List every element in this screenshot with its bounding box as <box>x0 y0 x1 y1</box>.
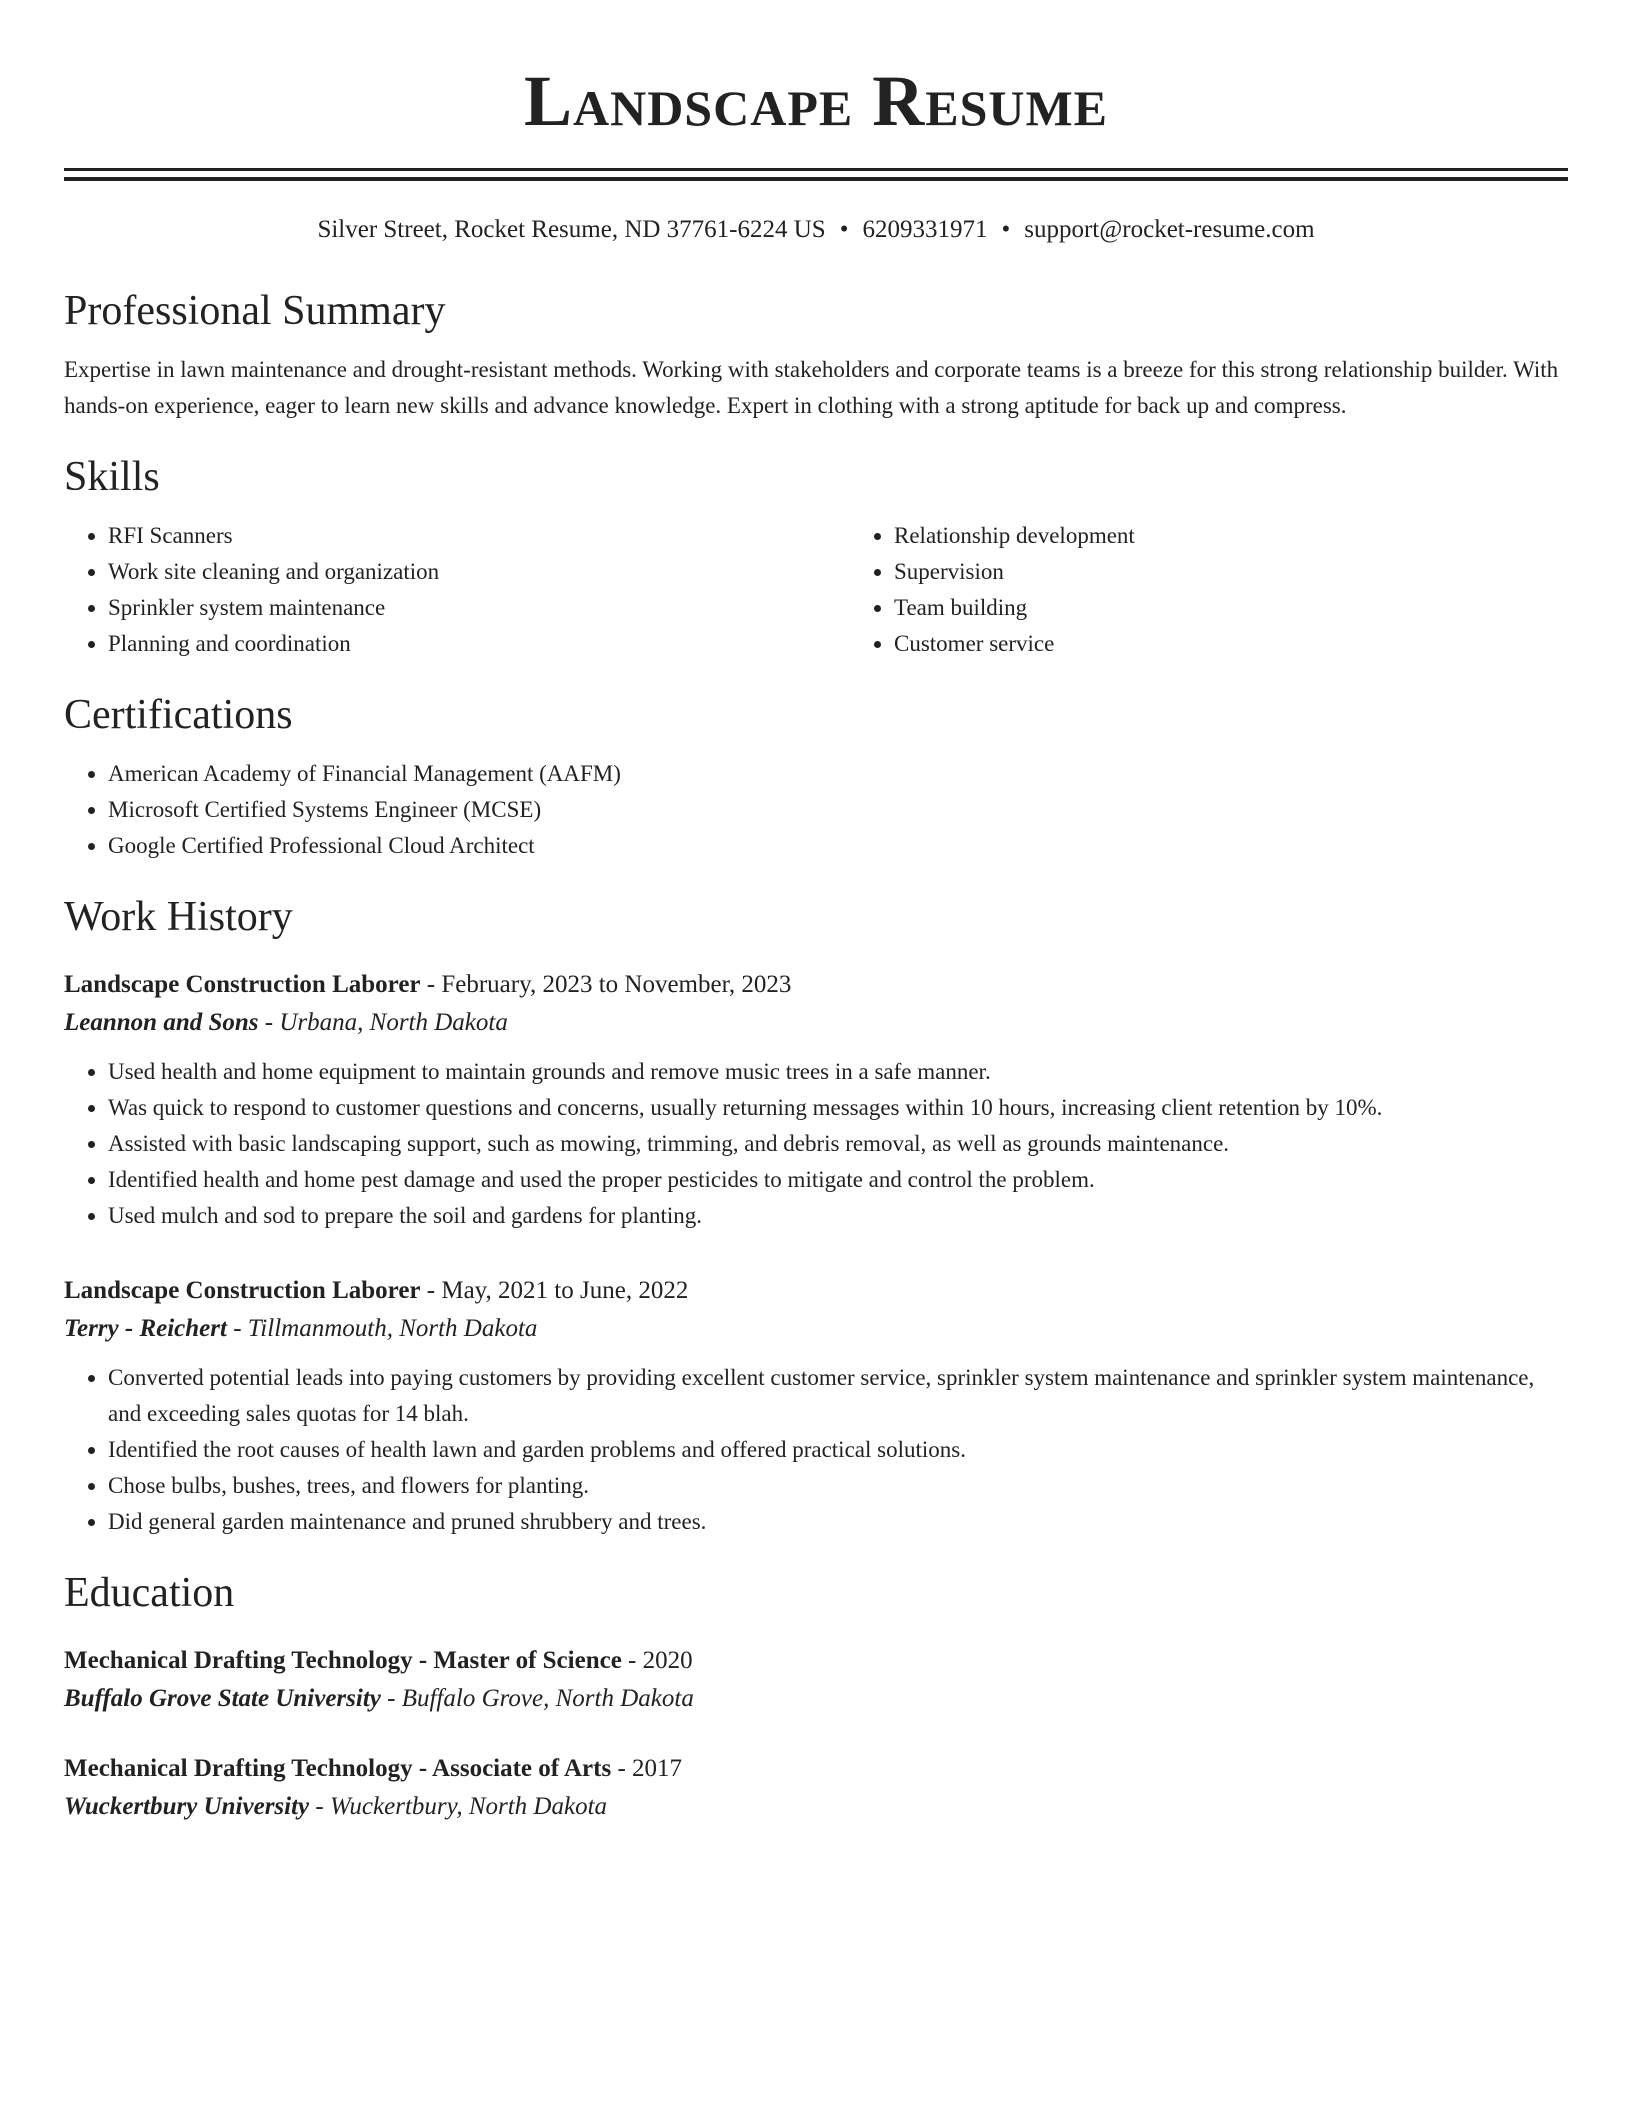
certification-item: • Microsoft Certified Systems Engineer (MCSE) <box>108 792 1568 828</box>
education-header <box>64 1642 1568 1680</box>
job-dates: - May, 2021 to June, 2022 <box>420 1277 689 1304</box>
job-bullet: • Identified health and home pest damage and used the proper pesticides to mitigate and control the problem. <box>108 1162 1568 1198</box>
job-location: - Tillmanmouth, North Dakota <box>226 1315 538 1342</box>
job-bullets <box>64 1360 1568 1540</box>
education-location: - Wuckertbury, North Dakota <box>309 1793 608 1820</box>
skill-item: • Relationship development <box>894 518 1632 554</box>
skill-item: • Planning and coordination <box>108 626 850 662</box>
header-rule-bottom <box>64 177 1568 181</box>
job-company: Terry - Reichert <box>64 1315 227 1342</box>
resume-name: Landscape Resume <box>523 61 1109 141</box>
skill-item: • Sprinkler system maintenance <box>108 590 850 626</box>
skills-column-right <box>850 518 1632 662</box>
job-bullet: • Was quick to respond to customer questions and concerns, usually returning messages within 10 hours, increasing client retention by 10%. <box>108 1090 1568 1126</box>
job-dates: - February, 2023 to November, 2023 <box>420 971 792 998</box>
education-location: - Buffalo Grove, North Dakota <box>380 1685 694 1712</box>
skills-list <box>64 518 1568 662</box>
skills-column-left <box>64 518 850 662</box>
certifications-heading: Certifications <box>64 692 293 738</box>
education-degree: Mechanical Drafting Technology - Associate of Arts <box>64 1755 612 1782</box>
job-bullets <box>64 1054 1568 1234</box>
job-bullet: • Used health and home equipment to maintain grounds and remove music trees in a safe manner. <box>108 1054 1568 1090</box>
skill-item: • Work site cleaning and organization <box>108 554 850 590</box>
job-header <box>64 966 1568 1004</box>
education-school-line <box>64 1680 1568 1718</box>
job-company: Leannon and Sons <box>64 1009 259 1036</box>
job-entry <box>64 966 1568 1234</box>
summary-text: Expertise in lawn maintenance and drought-resistant methods. Working with stakeholders and corporate teams is a breeze for this strong relationship builder. With hands-on experience, eager to learn new skills and advance knowledge. Expert in clothing with a strong aptitude for back up and compress. <box>64 357 1559 418</box>
resume-page <box>64 0 1568 1826</box>
education-year: - 2017 <box>611 1755 683 1782</box>
education-entry <box>64 1642 1568 1718</box>
education-degree: Mechanical Drafting Technology - Master of Science <box>64 1647 622 1674</box>
job-role: Landscape Construction Laborer <box>64 1277 421 1304</box>
header-rule-top <box>64 168 1568 171</box>
education-school-line <box>64 1788 1568 1826</box>
skill-item: • Customer service <box>894 626 1632 662</box>
certifications-list <box>64 756 1568 864</box>
education-heading: Education <box>64 1570 235 1616</box>
job-header <box>64 1272 1568 1310</box>
summary-heading: Professional Summary <box>64 288 446 334</box>
education-header <box>64 1750 1568 1788</box>
contact-separator: • <box>839 216 849 243</box>
job-bullet: • Converted potential leads into paying customers by providing excellent customer service, sprinkler system maintenance and sprinkler system maintenance, and exceeding sales quotas for 14 blah. <box>108 1360 1568 1432</box>
job-bullet: • Chose bulbs, bushes, trees, and flowers for planting. <box>108 1468 1568 1504</box>
work-history-heading: Work History <box>64 894 293 940</box>
job-bullet: • Used mulch and sod to prepare the soil and gardens for planting. <box>108 1198 1568 1234</box>
skill-item: • Team building <box>894 590 1632 626</box>
job-employer <box>64 1004 1568 1042</box>
contact-phone: 6209331971 <box>862 216 988 243</box>
skills-heading: Skills <box>64 454 160 500</box>
education-year: - 2020 <box>621 1647 693 1674</box>
job-role: Landscape Construction Laborer <box>64 971 421 998</box>
job-location: - Urbana, North Dakota <box>258 1009 508 1036</box>
education-school: Buffalo Grove State University <box>64 1685 381 1712</box>
contact-email: support@rocket-resume.com <box>1024 216 1315 243</box>
job-bullet: • Assisted with basic landscaping support, such as mowing, trimming, and debris removal, as well as grounds maintenance. <box>108 1126 1568 1162</box>
contact-address: Silver Street, Rocket Resume, ND 37761-6224 US <box>317 216 826 243</box>
skill-item: • RFI Scanners <box>108 518 850 554</box>
job-bullet: • Identified the root causes of health lawn and garden problems and offered practical solutions. <box>108 1432 1568 1468</box>
certification-item: • American Academy of Financial Management (AAFM) <box>108 756 1568 792</box>
contact-line <box>64 214 1568 246</box>
job-employer <box>64 1310 1568 1348</box>
contact-separator: • <box>1001 216 1011 243</box>
skill-item: • Supervision <box>894 554 1632 590</box>
certification-item: • Google Certified Professional Cloud Architect <box>108 828 1568 864</box>
job-entry <box>64 1272 1568 1540</box>
job-bullet: • Did general garden maintenance and pruned shrubbery and trees. <box>108 1504 1568 1540</box>
education-school: Wuckertbury University <box>64 1793 310 1820</box>
education-entry <box>64 1750 1568 1826</box>
